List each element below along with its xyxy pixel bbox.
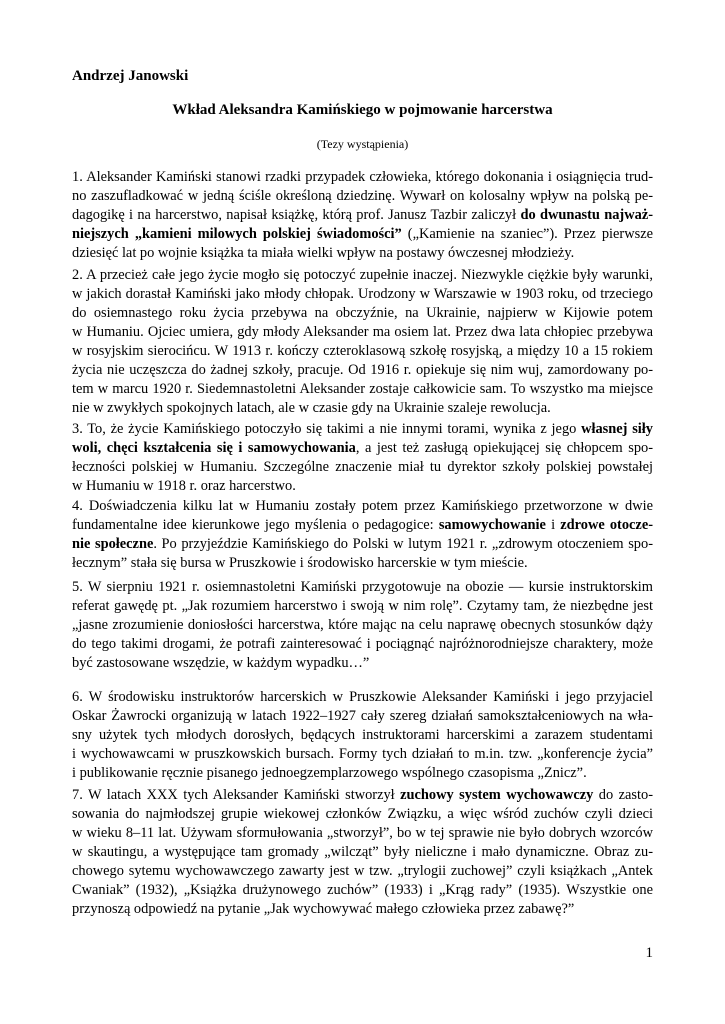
paragraph-line <box>72 225 653 244</box>
paragraph-line <box>72 458 653 477</box>
text-run: w wieku 8–11 lat. Używam sformułowania „stworzył”, bo w tej sprawie nie było dobrych wzorców <box>72 825 653 841</box>
bold-text: niejszych „kamieni milowych polskiej świadomości” <box>72 226 402 242</box>
paragraph-line <box>72 862 653 881</box>
text-run: chowego sytemu wychowawczego zawarty jest w tzw. „trylogii zuchowej” czyli książkach „Antek <box>72 863 653 879</box>
paragraph-line <box>72 635 653 654</box>
text-run: przynoszą odpowiedź na pytanie „Jak wychowywać małego człowieka przez zabawę?” <box>72 901 575 917</box>
paragraph-line <box>72 745 653 764</box>
bold-text: woli, chęci kształcenia się i samowychowania <box>72 440 356 456</box>
paragraph-line <box>72 881 653 900</box>
text-run: 5. W sierpniu 1921 r. osiemnastoletni Kamiński przygotowuje na obozie — kursie instruktorskim <box>72 579 653 595</box>
text-run: Cwaniak” (1932), „Książka drużynowego zuchów” (1933) i „Krąg rady” (1935). Wszystkie one <box>72 882 653 898</box>
text-run: i <box>545 517 561 533</box>
text-run: być zastosowane wszędzie, w każdym wypadku…” <box>72 655 370 671</box>
paragraph-2 <box>72 266 653 418</box>
paragraph-3 <box>72 420 653 496</box>
text-run: w skautingu, a występujące tam gromady „wilcząt” były nieliczne i mało dynamiczne. Obraz zu- <box>72 844 653 860</box>
text-run: nie w zwykłych spokojnych latach, ale w czasie gdy na Ukrainie szaleje rewolucja. <box>72 400 551 416</box>
paragraph-line <box>72 786 653 805</box>
text-run: w Humaniu. Ojciec umiera, gdy młody Aleksander ma osiem lat. Przez dwa lata chłopiec przebywa <box>72 324 653 340</box>
bold-text: nie społeczne <box>72 536 154 552</box>
bold-text: samowychowanie <box>438 517 546 533</box>
text-run: dziesięć lat po wojnie książka ta miała wielki wpływ na postawy ówczesnej młodzieży. <box>72 245 575 261</box>
paragraph-line <box>72 168 653 187</box>
text-run: życia nie uczęszcza do żadnej szkoły, pracuje. Od 1916 r. opiekuje się nim wuj, zamordowany po- <box>72 362 653 378</box>
paragraph-line <box>72 726 653 745</box>
page-number: 1 <box>645 945 653 961</box>
paragraph-line <box>72 323 653 342</box>
text-run: do tego takimi drogami, że potrafi zainteresować i pociągnąć najróżnorodniejsze charaktery, może <box>72 636 653 652</box>
paragraph-line <box>72 824 653 843</box>
author-name: Andrzej Janowski <box>72 68 189 84</box>
text-run: Oskar Żawrocki organizują w latach 1922–1927 cały szereg działań samokształceniowych na wła- <box>72 708 653 724</box>
paragraph-line <box>72 554 653 573</box>
bold-text: zuchowy system wychowawczy <box>400 787 594 803</box>
text-run: fundamentalne idee kierunkowe jego myślenia o pedagogice: <box>72 517 439 533</box>
text-run: 6. W środowisku instruktorów harcerskich w Pruszkowie Aleksander Kamiński i jego przyjaciel <box>72 689 653 705</box>
paragraph-line <box>72 285 653 304</box>
text-run: 4. Doświadczenia kilku lat w Humaniu zostały potem przez Kamińskiego przetworzone w dwie <box>72 498 653 514</box>
text-run: . Po przyjeździe Kamińskiego do Polski w lutym 1921 r. „zdrowym otoczeniem spo- <box>153 536 653 552</box>
text-run: do zasto- <box>593 787 654 803</box>
text-run: w Humaniu w 1918 r. oraz harcerstwo. <box>72 478 296 494</box>
paragraph-4 <box>72 497 653 573</box>
text-run: , a jest też zasługą opiekującej się chłopcem spo- <box>355 440 653 456</box>
text-run: „jasne zrozumienie doniosłości harcerstwa, które mając na celu naprawę obecnych stosunków dąży <box>72 617 653 633</box>
text-run: łeczności polskiej w Humaniu. Szczególne znaczenie miał tu dyrektor szkoły polskiej powstałej <box>72 459 653 475</box>
paragraph-line <box>72 578 653 597</box>
text-run: tem w marcu 1920 r. Siedemnastoletni Aleksander zostaje całkowicie sam. To wszystko ma miejsce <box>72 381 653 397</box>
text-run: 7. W latach XXX tych Aleksander Kamiński stworzył <box>72 787 401 803</box>
paragraph-1 <box>72 168 653 263</box>
bold-text: zdrowe otocze- <box>560 517 653 533</box>
bold-text: do dwunastu najważ- <box>520 207 653 223</box>
text-run: 2. A przecież całe jego życie mogło się potoczyć zupełnie inaczej. Niezwykle ciężkie były warunki, <box>72 267 653 283</box>
paragraph-7 <box>72 786 653 919</box>
text-run: łecznym” stała się bursa w Pruszkowie i środowisko harcerskie w tym mieście. <box>72 555 528 571</box>
paragraph-line <box>72 616 653 635</box>
text-run: referat gawędę pt. „Jak rozumiem harcerstwo i swoją w nim rolę”. Czytamy tam, że niezbędne jest <box>72 598 653 614</box>
paragraph-line <box>72 399 653 418</box>
paragraph-line <box>72 707 653 726</box>
paragraph-5 <box>72 578 653 673</box>
document-subtitle: (Tezy wystąpienia) <box>316 137 409 151</box>
paragraph-line <box>72 535 653 554</box>
paragraph-line <box>72 304 653 323</box>
paragraph-line <box>72 380 653 399</box>
text-run: no zaszufladkować w jedną ściśle określoną dziedzinę. Wywarł on kolosalny wpływ na polską pe- <box>72 188 653 204</box>
paragraph-line <box>72 244 653 263</box>
paragraph-line <box>72 805 653 824</box>
paragraph-line <box>72 206 653 225</box>
text-run: sny użytek tych młodych dorosłych, będących instruktorami harcerskimi a zarazem studentami <box>72 727 653 743</box>
paragraph-line <box>72 688 653 707</box>
text-run: i wychowawcami w pruszkowskich bursach. Formy tych działań to m.in. tzw. „konferencje życia” <box>72 746 653 762</box>
text-run: w rosyjskim sierocińcu. W 1913 r. kończy czteroklasową szkołę rosyjską, a między 10 a 15 rokiem <box>72 343 653 359</box>
bold-text: własnej siły <box>581 421 653 437</box>
text-run: 3. To, że życie Kamińskiego potoczyło się takimi a nie innymi torami, wynika z jego <box>72 421 582 437</box>
paragraph-line <box>72 516 653 535</box>
paragraph-line <box>72 764 653 783</box>
paragraph-line <box>72 597 653 616</box>
text-run: i publikowanie ręcznie pisanego jednoegzemplarzowego wspólnego czasopisma „Znicz”. <box>72 765 587 781</box>
paragraph-6 <box>72 688 653 783</box>
text-run: 1. Aleksander Kamiński stanowi rzadki przypadek człowieka, którego dokonania i osiągnięcia trud- <box>72 169 653 185</box>
paragraph-line <box>72 361 653 380</box>
paragraph-line <box>72 420 653 439</box>
paragraph-line <box>72 843 653 862</box>
text-run: w jakich dorastał Kamiński jako młody chłopak. Urodzony w Warszawie w 1903 roku, od trzeciego <box>72 286 653 302</box>
document-title: Wkład Aleksandra Kamińskiego w pojmowanie harcerstwa <box>172 102 553 118</box>
paragraph-line <box>72 187 653 206</box>
paragraph-line <box>72 477 653 496</box>
paragraph-line <box>72 342 653 361</box>
paragraph-line <box>72 266 653 285</box>
text-run: sowania do najmłodszej grupie wiekowej członków Związku, a więc wśród zuchów czyli dzieci <box>72 806 653 822</box>
text-run: do osiemnastego roku życia przebywa na obczyźnie, na Ukrainie, najpierw w Kijowie potem <box>72 305 653 321</box>
paragraph-line <box>72 439 653 458</box>
text-run: („Kamienie na szaniec”). Przez pierwsze <box>401 226 653 242</box>
paragraph-line <box>72 654 653 673</box>
paragraph-line <box>72 900 653 919</box>
paragraph-line <box>72 497 653 516</box>
text-run: dagogikę i na harcerstwo, napisał książkę, którą prof. Janusz Tazbir zaliczył <box>72 207 521 223</box>
